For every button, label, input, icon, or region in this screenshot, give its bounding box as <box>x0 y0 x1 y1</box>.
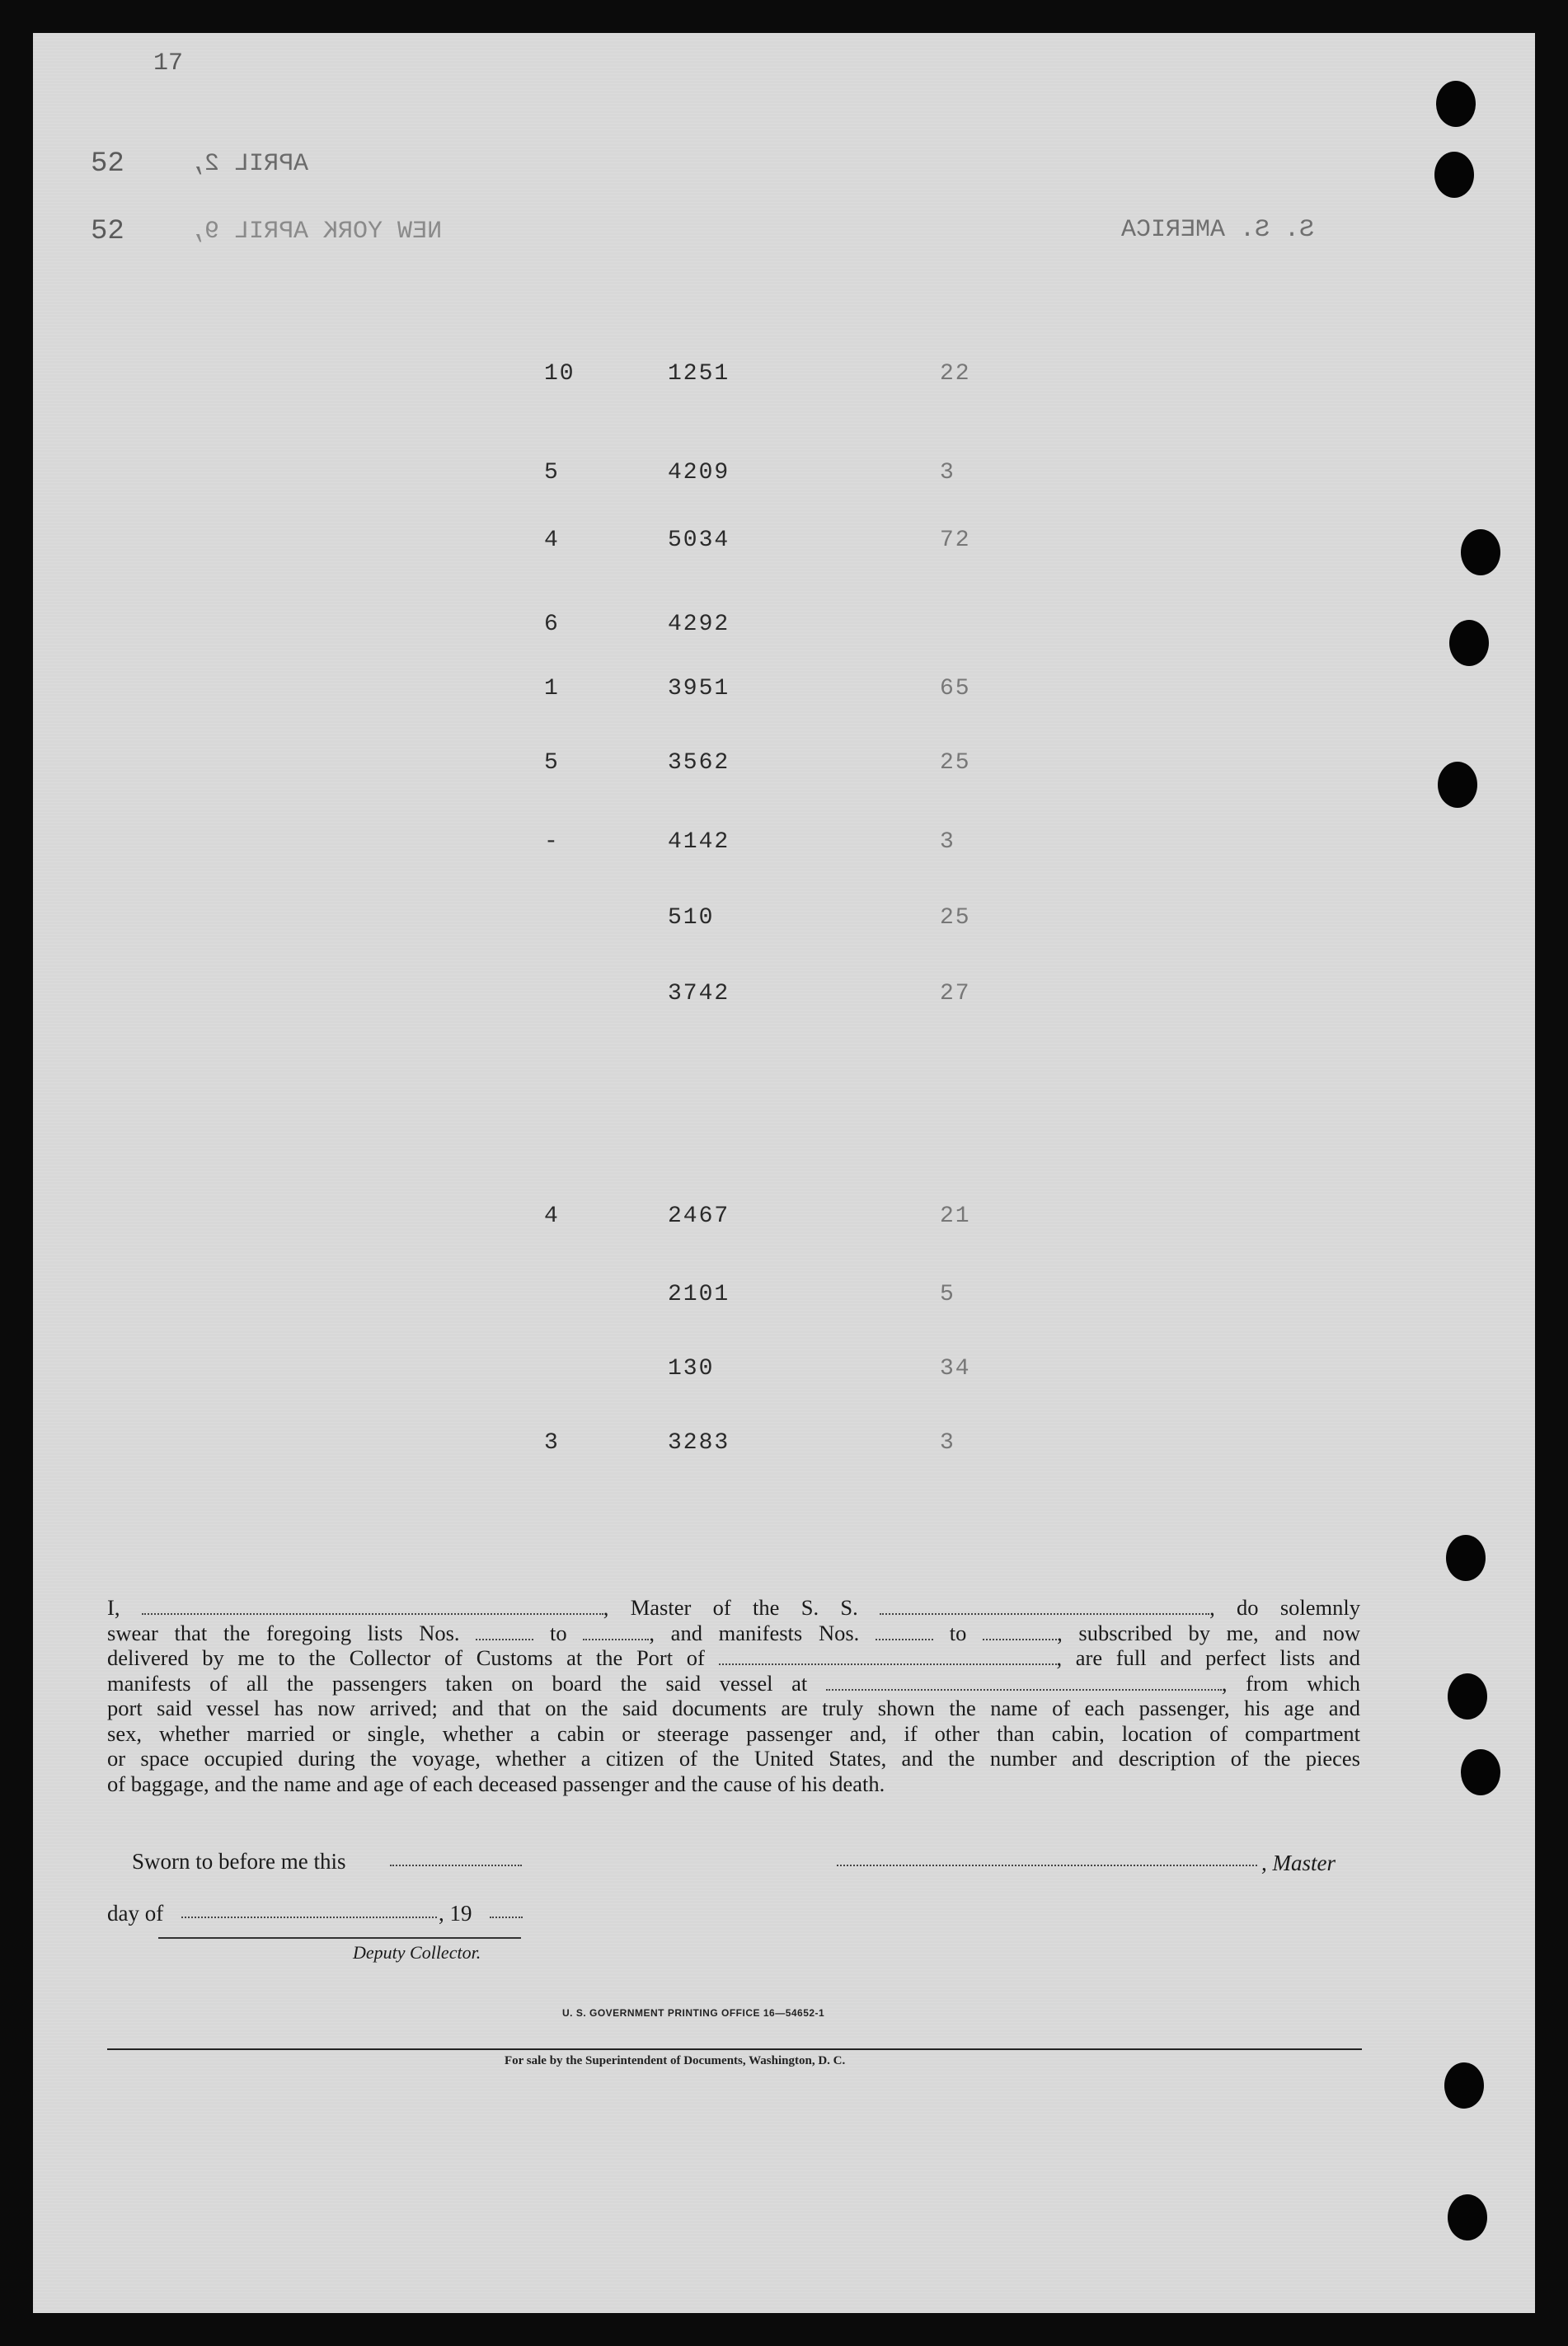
punch-hole <box>1461 1749 1500 1795</box>
punch-hole <box>1461 529 1500 575</box>
manifest-col-c: 65 <box>940 676 971 701</box>
list-to-blank[interactable] <box>583 1624 649 1640</box>
manifest-col-c: 3 <box>940 1430 955 1456</box>
manifest-col-b: 2101 <box>668 1282 730 1307</box>
oath-line3-a: delivered by me to the Collector of Customs at the Port of <box>107 1645 705 1670</box>
oath-line2-e: , subscribed by me, and now <box>1057 1620 1361 1645</box>
manifest-col-c: 72 <box>940 528 971 553</box>
oath-line1-a: I, <box>107 1595 120 1620</box>
sworn-date-blank[interactable] <box>390 1865 522 1866</box>
oath-line8: of baggage, and the name and age of each deceased passenger and the cause of his death. <box>107 1771 885 1796</box>
manifest-page <box>33 33 1535 2313</box>
manifest-col-c: 27 <box>940 981 971 1006</box>
manifest-col-c: 5 <box>940 1282 955 1307</box>
day-of-blank[interactable] <box>181 1917 437 1918</box>
manifest-col-a: 4 <box>544 528 560 553</box>
oath-line4-a: manifests of all the passengers taken on board the said vessel at <box>107 1670 808 1696</box>
punch-hole <box>1446 1535 1486 1581</box>
manifest-col-b: 3742 <box>668 981 730 1006</box>
oath-line2-a: swear that the foregoing lists Nos. <box>107 1620 460 1645</box>
deputy-signature-line[interactable] <box>158 1937 521 1939</box>
manifest-col-c: 3 <box>940 829 955 855</box>
deputy-label: Deputy Collector. <box>353 1942 481 1963</box>
manifest-col-c: 22 <box>940 361 971 387</box>
date-row1-text: APRIL 2, <box>190 150 309 178</box>
date-row2-num: 52 <box>91 216 124 247</box>
manifest-col-a: 3 <box>544 1430 560 1456</box>
master-label: , Master <box>1261 1851 1336 1875</box>
footer-rule <box>107 2048 1362 2050</box>
vessel-name-mirrored: S. S. AMERICA <box>1121 216 1315 244</box>
manifest-to-blank[interactable] <box>983 1624 1057 1640</box>
date-row2-text: NEW YORK APRIL 9, <box>190 218 443 246</box>
year-blank[interactable] <box>490 1917 523 1918</box>
manifest-col-c: 3 <box>940 460 955 486</box>
departure-port-blank[interactable] <box>826 1674 1222 1691</box>
manifest-col-b: 4209 <box>668 460 730 486</box>
manifest-col-c: 21 <box>940 1203 971 1229</box>
punch-hole <box>1436 81 1476 127</box>
manifest-col-a: 10 <box>544 361 575 387</box>
list-from-blank[interactable] <box>476 1624 533 1640</box>
oath-line6: sex, whether married or single, whether a cabin or steerage passenger and, if other than cabin, location of compartment <box>107 1720 1360 1746</box>
sale-notice: For sale by the Superintendent of Documents, Washington, D. C. <box>505 2054 846 2067</box>
manifest-col-b: 510 <box>668 905 715 931</box>
oath-line5: port said vessel has now arrived; and that on the said documents are truly shown the name of each passenger, his age and <box>107 1696 1360 1720</box>
punch-hole <box>1444 2062 1484 2109</box>
oath-line2-b: to <box>550 1620 567 1645</box>
manifest-col-b: 3562 <box>668 750 730 776</box>
manifest-col-c: 34 <box>940 1356 971 1382</box>
manifest-col-a: 4 <box>544 1203 560 1229</box>
manifest-col-a: 5 <box>544 750 560 776</box>
oath-line3-b: , are full and perfect lists and <box>1056 1645 1360 1670</box>
oath-paragraph <box>107 1595 1360 1796</box>
manifest-col-c: 25 <box>940 750 971 776</box>
manifest-col-b: 3283 <box>668 1430 730 1456</box>
day-of-label: day of <box>107 1901 164 1926</box>
sworn-label: Sworn to before me this <box>132 1849 346 1874</box>
vessel-blank[interactable] <box>880 1598 1209 1615</box>
year-prefix: , 19 <box>439 1901 472 1926</box>
manifest-col-b: 4292 <box>668 612 730 637</box>
manifest-from-blank[interactable] <box>876 1624 933 1640</box>
manifest-col-b: 4142 <box>668 829 730 855</box>
manifest-col-b: 5034 <box>668 528 730 553</box>
manifest-col-b: 2467 <box>668 1203 730 1229</box>
manifest-col-a: 5 <box>544 460 560 486</box>
manifest-col-b: 1251 <box>668 361 730 387</box>
date-row1-num: 52 <box>91 148 124 180</box>
oath-line1-c: , do solemnly <box>1209 1595 1361 1620</box>
punch-hole <box>1449 620 1489 666</box>
punch-hole <box>1438 762 1477 808</box>
printing-office-line: U. S. GOVERNMENT PRINTING OFFICE 16—54652-1 <box>562 2007 825 2019</box>
corner-mark: 17 <box>153 49 184 77</box>
name-blank[interactable] <box>142 1598 603 1615</box>
oath-line1-b: , Master of the S. S. <box>603 1595 858 1620</box>
oath-line2-c: , and manifests Nos. <box>649 1620 860 1645</box>
port-blank[interactable] <box>719 1649 1057 1665</box>
oath-line2-d: to <box>949 1620 967 1645</box>
punch-hole <box>1434 152 1474 198</box>
punch-hole <box>1448 2194 1487 2240</box>
master-signature-blank[interactable] <box>837 1865 1257 1866</box>
manifest-col-a: 6 <box>544 612 560 637</box>
manifest-col-a: - <box>544 829 560 855</box>
manifest-col-c: 25 <box>940 905 971 931</box>
manifest-col-b: 3951 <box>668 676 730 701</box>
manifest-col-b: 130 <box>668 1356 715 1382</box>
manifest-col-a: 1 <box>544 676 560 701</box>
oath-line7: or space occupied during the voyage, whether a citizen of the United States, and the number and description of the pieces <box>107 1746 1360 1771</box>
oath-line4-b: , from which <box>1221 1670 1361 1696</box>
punch-hole <box>1448 1673 1487 1720</box>
